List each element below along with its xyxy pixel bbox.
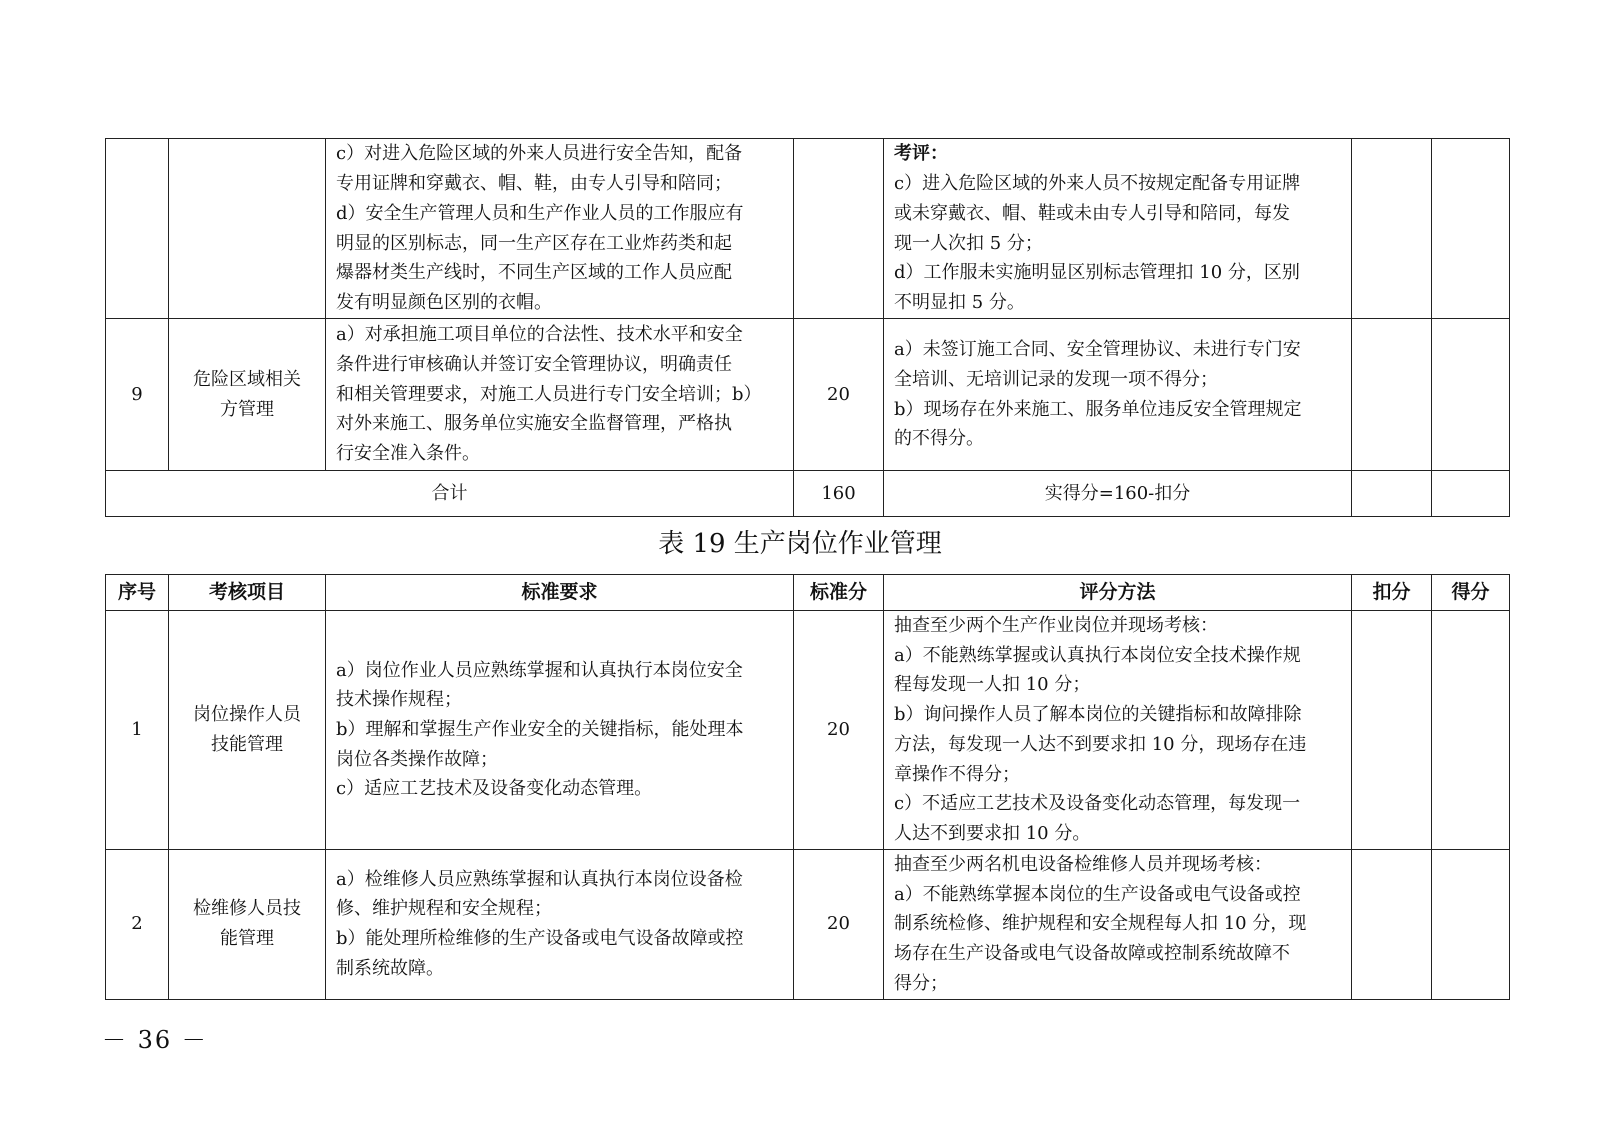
item-line: 岗位操作人员 xyxy=(193,704,301,726)
standard-line: 爆器材类生产线时，不同生产区域的工作人员应配 xyxy=(336,262,732,284)
standard-line: 修、维护规程和安全规程； xyxy=(336,898,552,920)
score-cell: 20 xyxy=(794,849,884,999)
header-score: 标准分 xyxy=(794,575,884,611)
table-row xyxy=(106,849,1510,999)
item-cell xyxy=(169,139,326,319)
standard-line: 明显的区别标志，同一生产区存在工业炸药类和起 xyxy=(336,232,732,254)
method-line: c）不适应工艺技术及设备变化动态管理，每发现一 xyxy=(894,793,1301,815)
standard-line: c）对进入危险区域的外来人员进行安全告知，配备 xyxy=(336,143,743,165)
no-cell: 2 xyxy=(106,849,169,999)
deduct-cell xyxy=(1352,139,1432,319)
score-cell: 20 xyxy=(794,611,884,850)
table-row xyxy=(106,611,1510,850)
no-cell xyxy=(106,139,169,319)
page-number: － 36 － xyxy=(102,1026,208,1054)
standard-line: a）岗位作业人员应熟练掌握和认真执行本岗位安全 xyxy=(336,659,743,681)
table-row xyxy=(106,139,1510,319)
item-cell xyxy=(169,849,326,999)
method-line: 制系统检修、维护规程和安全规程每人扣 10 分，现 xyxy=(894,913,1307,935)
method-line: 得分； xyxy=(894,972,948,994)
score-cell xyxy=(794,139,884,319)
standard-line: 制系统故障。 xyxy=(336,957,444,979)
method-line: 程每发现一人扣 10 分； xyxy=(894,674,1091,696)
no-cell: 9 xyxy=(106,319,169,471)
method-cell xyxy=(884,611,1352,850)
method-line: 的不得分。 xyxy=(894,428,984,450)
item-line: 方管理 xyxy=(220,398,274,420)
total-score: 160 xyxy=(794,471,884,517)
standard-line: 条件进行审核确认并签订安全管理协议，明确责任 xyxy=(336,353,732,375)
standard-cell xyxy=(326,849,794,999)
item-cell xyxy=(169,319,326,471)
header-deduct: 扣分 xyxy=(1352,575,1432,611)
standard-line: a）对承担施工项目单位的合法性、技术水平和安全 xyxy=(336,324,743,346)
method-line: 现一人次扣 5 分； xyxy=(894,232,1043,254)
header-earned: 得分 xyxy=(1432,575,1510,611)
earned-cell xyxy=(1432,471,1510,517)
method-cell xyxy=(884,319,1352,471)
standard-line: a）检维修人员应熟练掌握和认真执行本岗位设备检 xyxy=(336,868,743,890)
no-cell: 1 xyxy=(106,611,169,850)
method-line: d）工作服未实施明显区别标志管理扣 10 分，区别 xyxy=(894,262,1300,284)
continuation-table xyxy=(105,138,1510,517)
deduct-cell xyxy=(1352,611,1432,850)
item-line: 能管理 xyxy=(220,928,274,950)
method-line: 抽查至少两个生产作业岗位并现场考核： xyxy=(894,615,1218,636)
standard-cell xyxy=(326,319,794,471)
method-cell xyxy=(884,139,1352,319)
earned-cell xyxy=(1432,611,1510,850)
method-line: b）询问操作人员了解本岗位的关键指标和故障排除 xyxy=(894,704,1302,726)
method-line: 场存在生产设备或电气设备故障或控制系统故障不 xyxy=(894,942,1290,964)
method-line: a）不能熟练掌握本岗位的生产设备或电气设备或控 xyxy=(894,883,1301,905)
standard-line: 技术操作规程； xyxy=(336,689,462,711)
header-item: 考核项目 xyxy=(169,575,326,611)
method-cell xyxy=(884,849,1352,999)
method-line: a）未签订施工合同、安全管理协议、未进行专门安 xyxy=(894,339,1301,361)
standard-line: c）适应工艺技术及设备变化动态管理。 xyxy=(336,778,653,800)
standard-line: 对外来施工、服务单位实施安全监督管理，严格执 xyxy=(336,413,732,435)
method-line: 全培训、无培训记录的发现一项不得分； xyxy=(894,368,1218,390)
table-title: 表 19 生产岗位作业管理 xyxy=(658,529,942,559)
method-line: b）现场存在外来施工、服务单位违反安全管理规定 xyxy=(894,398,1302,420)
standard-cell xyxy=(326,611,794,850)
standard-line: d）安全生产管理人员和生产作业人员的工作服应有 xyxy=(336,202,744,224)
standard-line: 发有明显颜色区别的衣帽。 xyxy=(336,291,552,313)
score-cell: 20 xyxy=(794,319,884,471)
earned-cell xyxy=(1432,319,1510,471)
standard-line: 行安全准入条件。 xyxy=(336,443,480,465)
method-line: 人达不到要求扣 10 分。 xyxy=(894,822,1091,844)
total-label: 合计 xyxy=(106,471,794,517)
item-line: 技能管理 xyxy=(211,733,283,755)
header-row xyxy=(106,575,1510,611)
method-line: 方法，每发现一人达不到要求扣 10 分，现场存在违 xyxy=(894,733,1307,755)
standard-line: b）能处理所检维修的生产设备或电气设备故障或控 xyxy=(336,928,744,950)
standard-line: b）理解和掌握生产作业安全的关键指标，能处理本 xyxy=(336,718,744,740)
deduct-cell xyxy=(1352,849,1432,999)
total-method: 实得分=160-扣分 xyxy=(884,471,1352,517)
item-line: 检维修人员技 xyxy=(193,898,301,920)
item-line: 危险区域相关 xyxy=(193,368,301,390)
method-line: 章操作不得分； xyxy=(894,763,1020,785)
total-row xyxy=(106,471,1510,517)
standard-line: 专用证牌和穿戴衣、帽、鞋，由专人引导和陪同； xyxy=(336,173,732,195)
method-heading: 考评： xyxy=(894,143,948,165)
method-line: a）不能熟练掌握或认真执行本岗位安全技术操作规 xyxy=(894,644,1301,666)
header-standard: 标准要求 xyxy=(326,575,794,611)
deduct-cell xyxy=(1352,471,1432,517)
earned-cell xyxy=(1432,849,1510,999)
method-line: 不明显扣 5 分。 xyxy=(894,291,1025,313)
header-no: 序号 xyxy=(106,575,169,611)
table-row xyxy=(106,319,1510,471)
production-post-table xyxy=(105,574,1510,1000)
method-line: 或未穿戴衣、帽、鞋或未由专人引导和陪同，每发 xyxy=(894,202,1290,224)
deduct-cell xyxy=(1352,319,1432,471)
item-cell xyxy=(169,611,326,850)
header-method: 评分方法 xyxy=(884,575,1352,611)
earned-cell xyxy=(1432,139,1510,319)
method-line: c）进入危险区域的外来人员不按规定配备专用证牌 xyxy=(894,173,1301,195)
standard-line: 和相关管理要求，对施工人员进行专门安全培训；b） xyxy=(336,383,762,405)
standard-line: 岗位各类操作故障； xyxy=(336,748,498,770)
standard-cell xyxy=(326,139,794,319)
method-line: 抽查至少两名机电设备检维修人员并现场考核： xyxy=(894,853,1272,875)
